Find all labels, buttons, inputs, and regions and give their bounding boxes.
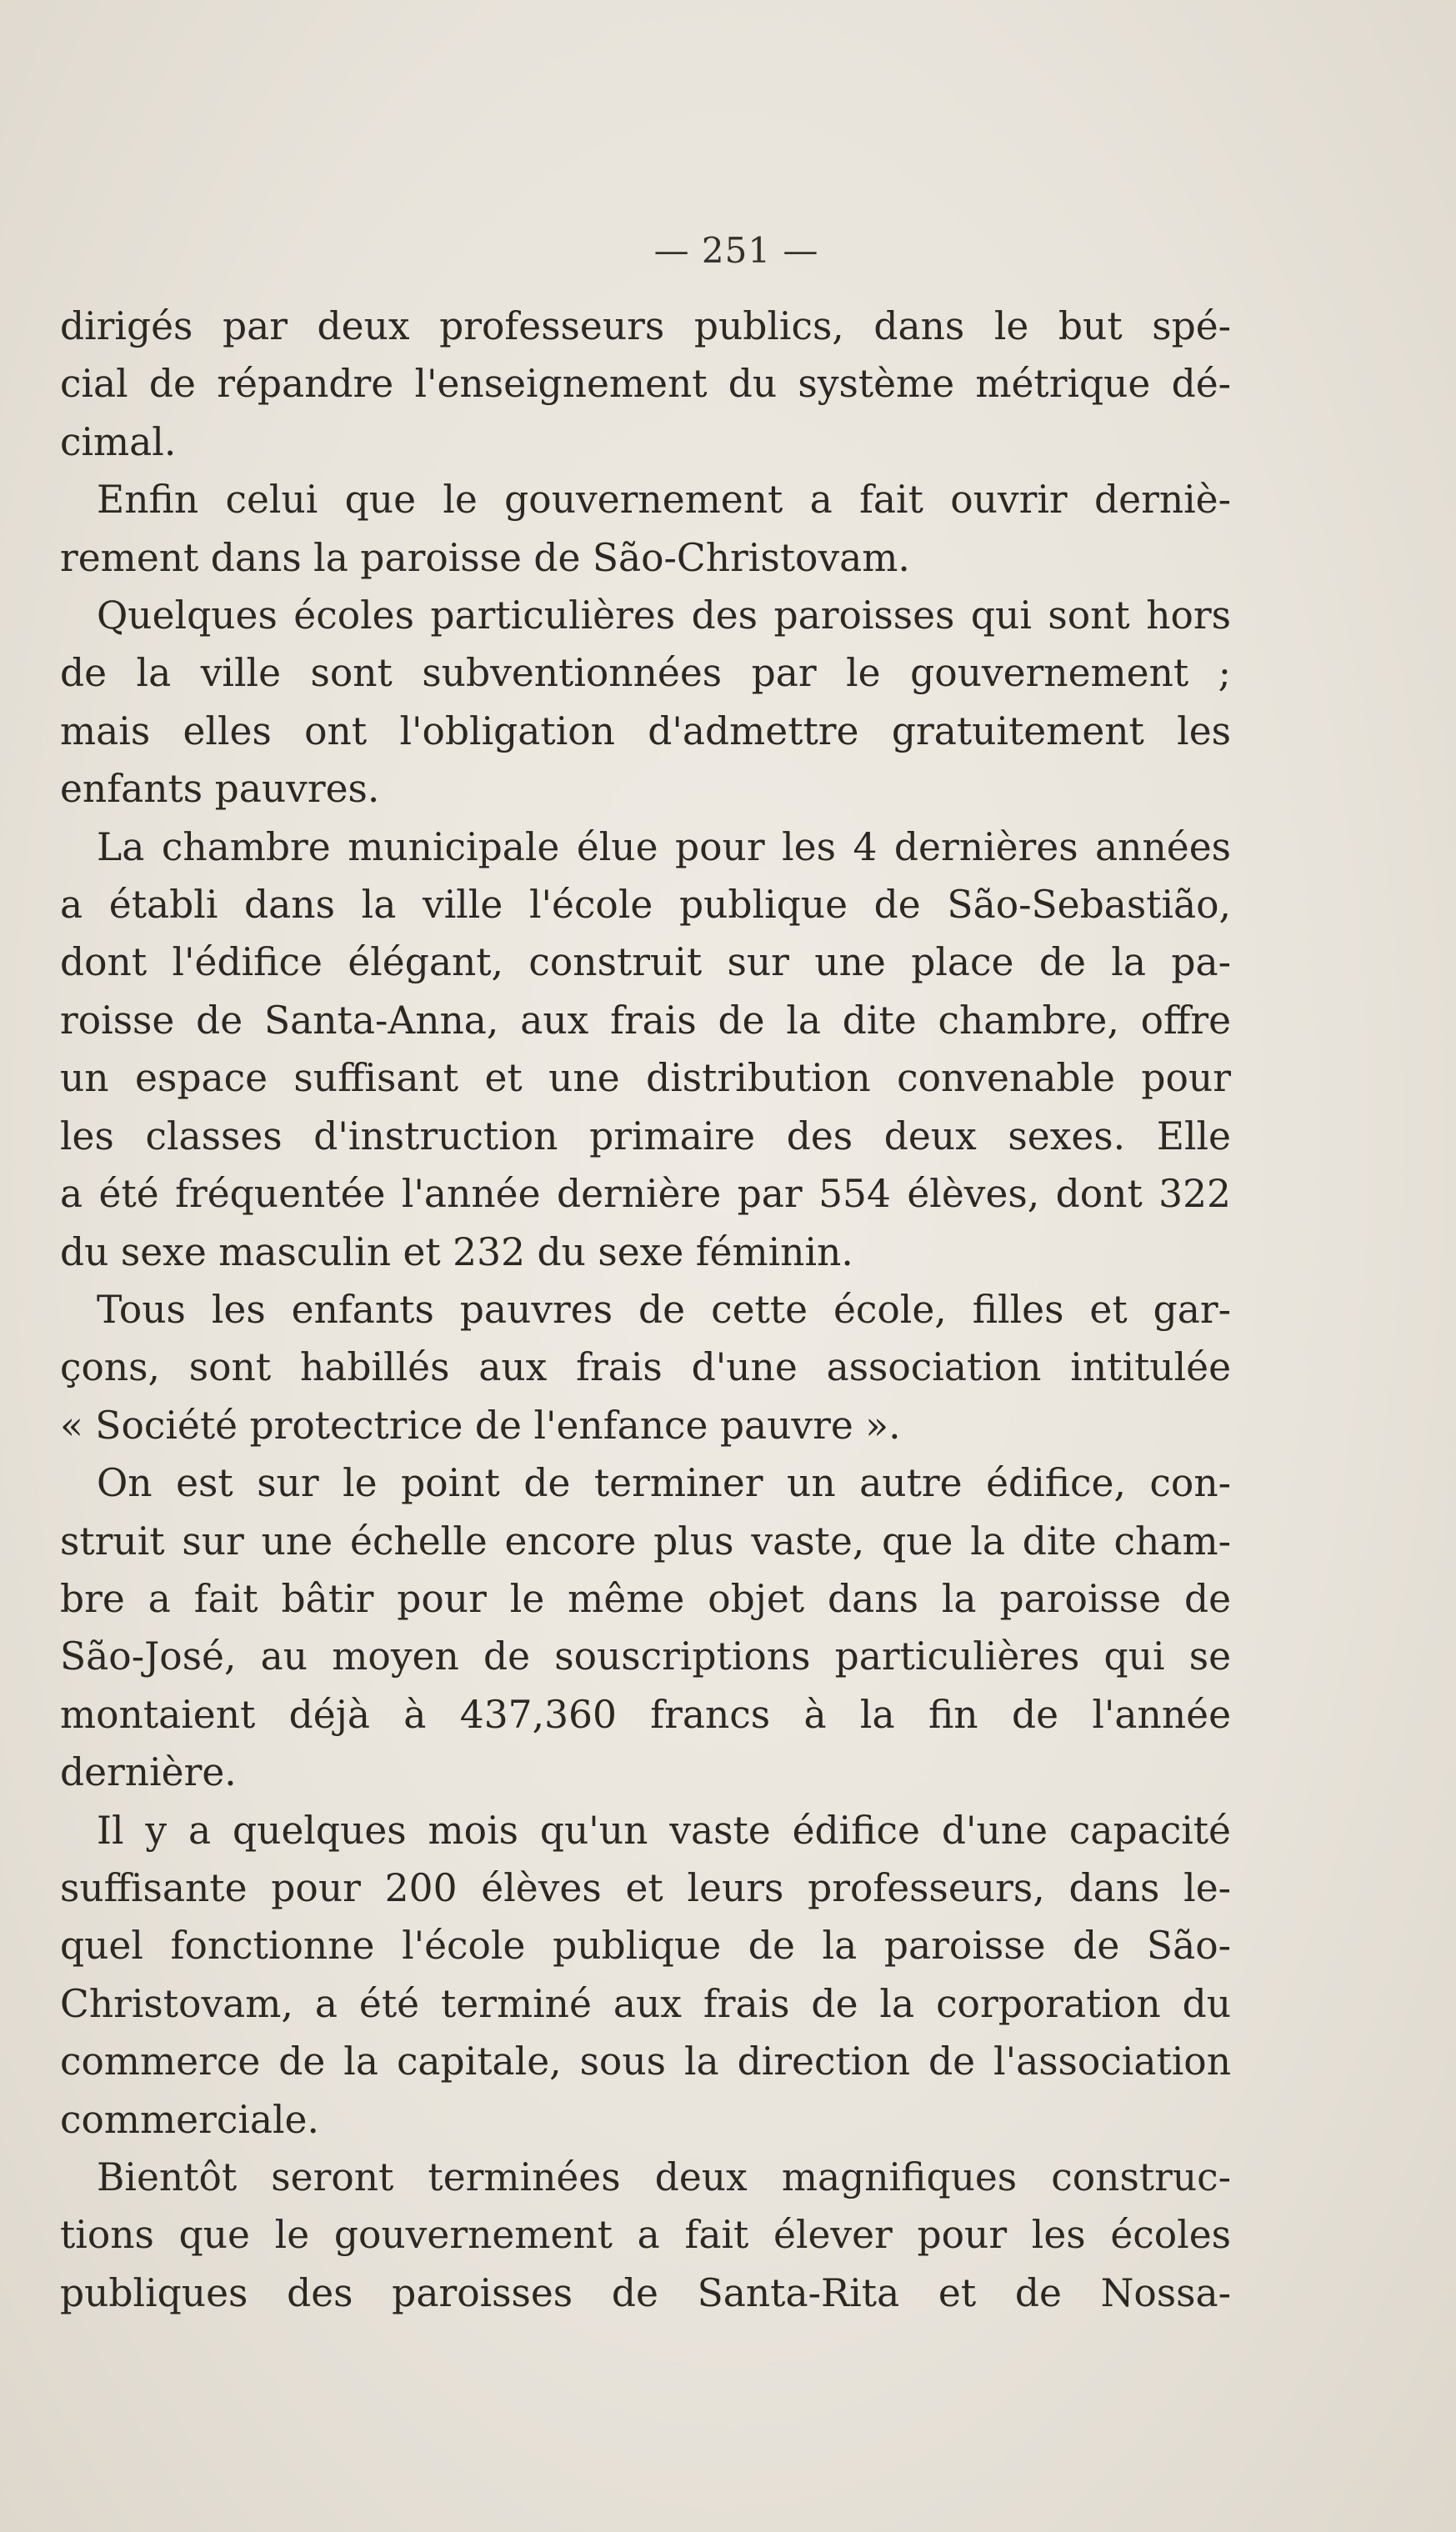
text-line: tions que le gouvernement a fait élever pour les écoles — [60, 2213, 1231, 2258]
text-line: Enfin celui que le gouvernement a fait ouvrir derniè- — [97, 478, 1231, 523]
text-line: publiques des paroisses de Santa-Rita et de Nossa- — [60, 2270, 1231, 2315]
text-line: du sexe masculin et 232 du sexe féminin. — [60, 1229, 853, 1274]
text-line: São-José, au moyen de souscriptions particulières qui se — [60, 1634, 1231, 1679]
text-line: çons, sont habillés aux frais d'une association intitulée — [60, 1345, 1231, 1390]
text-line: enfants pauvres. — [60, 767, 380, 812]
text-line: a été fréquentée l'année dernière par 554 élèves, dont 322 — [60, 1172, 1231, 1217]
text-line: struit sur une échelle encore plus vaste, que la dite cham- — [60, 1519, 1231, 1564]
paragraph — [60, 1802, 1231, 2149]
text-line: dirigés par deux professeurs publics, dans le but spé- — [60, 304, 1231, 348]
text-line: bre a fait bâtir pour le même objet dans la paroisse de — [60, 1576, 1231, 1621]
text-line: La chambre municipale élue pour les 4 dernières années — [97, 824, 1231, 869]
text-line: Bientôt seront terminées deux magnifiques construc- — [97, 2155, 1231, 2199]
text-line: rement dans la paroisse de São-Christovam. — [60, 535, 910, 580]
paragraph — [60, 2149, 1231, 2322]
text-line: Christovam, a été terminé aux frais de la corporation du — [60, 1981, 1231, 2026]
paragraph — [60, 587, 1231, 818]
text-line: dernière. — [60, 1750, 237, 1795]
text-line: de la ville sont subventionnées par le gouvernement ; — [60, 651, 1231, 696]
text-line: les classes d'instruction primaire des deux sexes. Elle — [60, 1113, 1231, 1158]
text-line: mais elles ont l'obligation d'admettre gratuitement les — [60, 708, 1231, 753]
paragraph — [60, 1454, 1231, 1801]
text-line: cial de répandre l'enseignement du système métrique dé- — [60, 362, 1231, 407]
text-line: commerciale. — [60, 2097, 319, 2142]
page-number: — 251 — — [653, 230, 819, 271]
text-line: On est sur le point de terminer un autre édifice, con- — [97, 1461, 1231, 1506]
text-line: commerce de la capitale, sous la direction de l'association — [60, 2039, 1231, 2084]
page-header — [0, 230, 1456, 271]
text-line: roisse de Santa-Anna, aux frais de la dite chambre, offre — [60, 998, 1231, 1043]
text-line: Tous les enfants pauvres de cette école, filles et gar- — [97, 1287, 1231, 1332]
text-line: a établi dans la ville l'école publique de São-Sebastião, — [60, 883, 1231, 928]
text-line: quel fonctionne l'école publique de la paroisse de São- — [60, 1924, 1231, 1969]
text-line: dont l'édifice élégant, construit sur une place de la pa- — [60, 940, 1231, 985]
paragraph — [60, 471, 1231, 587]
paragraph — [60, 298, 1231, 471]
text-line: Quelques écoles particulières des paroisses qui sont hors — [97, 593, 1231, 638]
paragraph — [60, 818, 1231, 1281]
text-line: montaient déjà à 437,360 francs à la fin de l'année — [60, 1692, 1231, 1737]
paragraph — [60, 1281, 1231, 1454]
text-line: un espace suffisant et une distribution convenable pour — [60, 1056, 1231, 1101]
text-line: suffisante pour 200 élèves et leurs professeurs, dans le- — [60, 1865, 1231, 1910]
text-line: Il y a quelques mois qu'un vaste édifice d'une capacité — [97, 1808, 1231, 1853]
body-text — [60, 298, 1231, 2322]
text-line: cimal. — [60, 419, 177, 464]
text-line: « Société protectrice de l'enfance pauvre ». — [60, 1403, 901, 1448]
